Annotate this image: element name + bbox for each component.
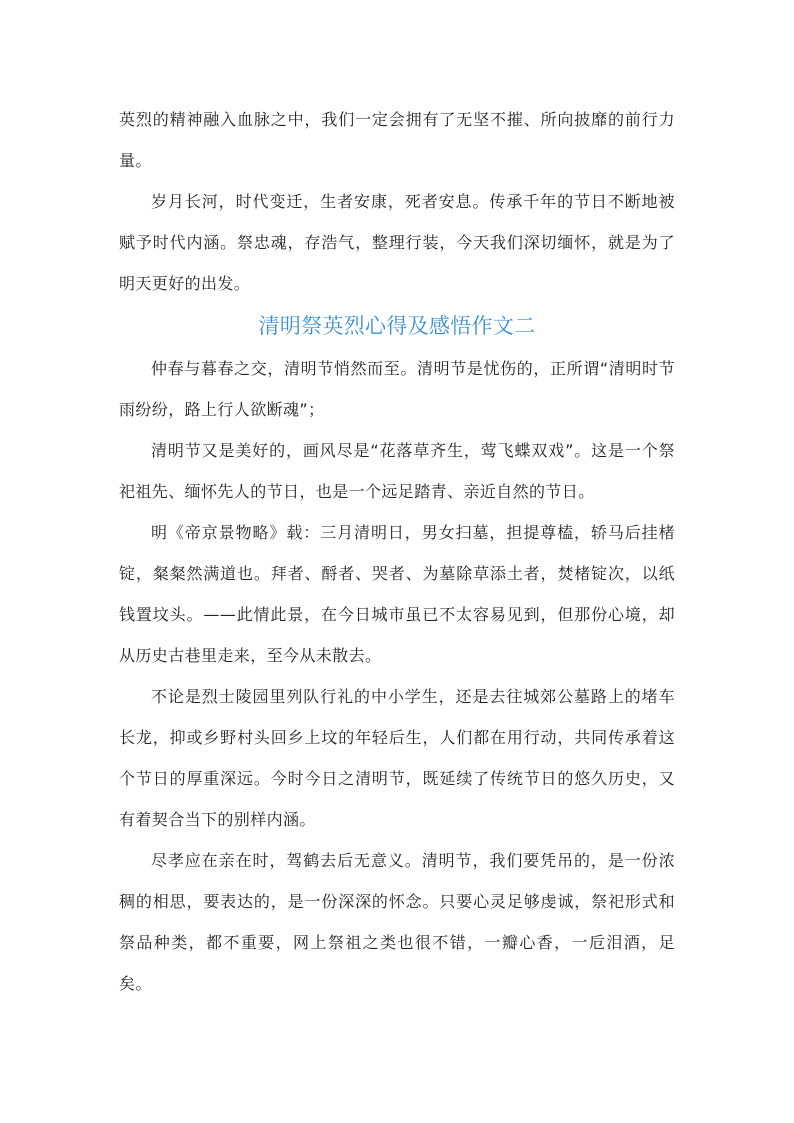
- paragraph-6: 尽孝应在亲在时，驾鹤去后无意义。清明节，我们要凭吊的，是一份浓稠的相思，要表达的，是一份深深的怀念。只要心灵足够虔诚，祭祀形式和祭品种类，都不重要，网上祭祖之类也很不错，一瓣心香，一卮泪酒，足矣。: [119, 851, 675, 993]
- section-heading: 清明祭英烈心得及感悟作文二: [258, 314, 536, 338]
- paragraph-5: 不论是烈士陵园里列队行礼的中小学生，还是去往城郊公墓路上的堵车长龙，抑或乡野村头回乡上坟的年轻后生，人们都在用行动，共同传承着这个节日的厚重深远。今时今日之清明节，既延续了传统节日的悠久历史，又有着契合当下的别样内涵。: [119, 687, 675, 829]
- paragraph-2: 仲春与暮春之交，清明节悄然而至。清明节是忧伤的，正所谓“清明时节雨纷纷，路上行人欲断魂”；: [119, 359, 675, 419]
- document-body: [119, 99, 675, 1004]
- paragraph-3: 清明节又是美好的，画风尽是“花落草齐生，莺飞蝶双戏”。这是一个祭祀祖先、缅怀先人的节日，也是一个远足踏青、亲近自然的节日。: [119, 441, 675, 501]
- paragraph-continuation: 英烈的精神融入血脉之中，我们一定会拥有了无坚不摧、所向披靡的前行力量。: [119, 110, 675, 170]
- paragraph-1: 岁月长河，时代变迁，生者安康，死者安息。传承千年的节日不断地被赋予时代内涵。祭忠魂，存浩气，整理行装，今天我们深切缅怀，就是为了明天更好的出发。: [119, 192, 675, 293]
- paragraph-4: 明《帝京景物略》载：三月清明日，男女扫墓，担提尊榼，轿马后挂楮锭，粲粲然满道也。拜者、酹者、哭者、为墓除草添土者，焚楮锭次，以纸钱置坟头。——此情此景，在今日城市虽已不太容易见到，但那份心境，却从历史古巷里走来，至今从未散去。: [119, 523, 675, 665]
